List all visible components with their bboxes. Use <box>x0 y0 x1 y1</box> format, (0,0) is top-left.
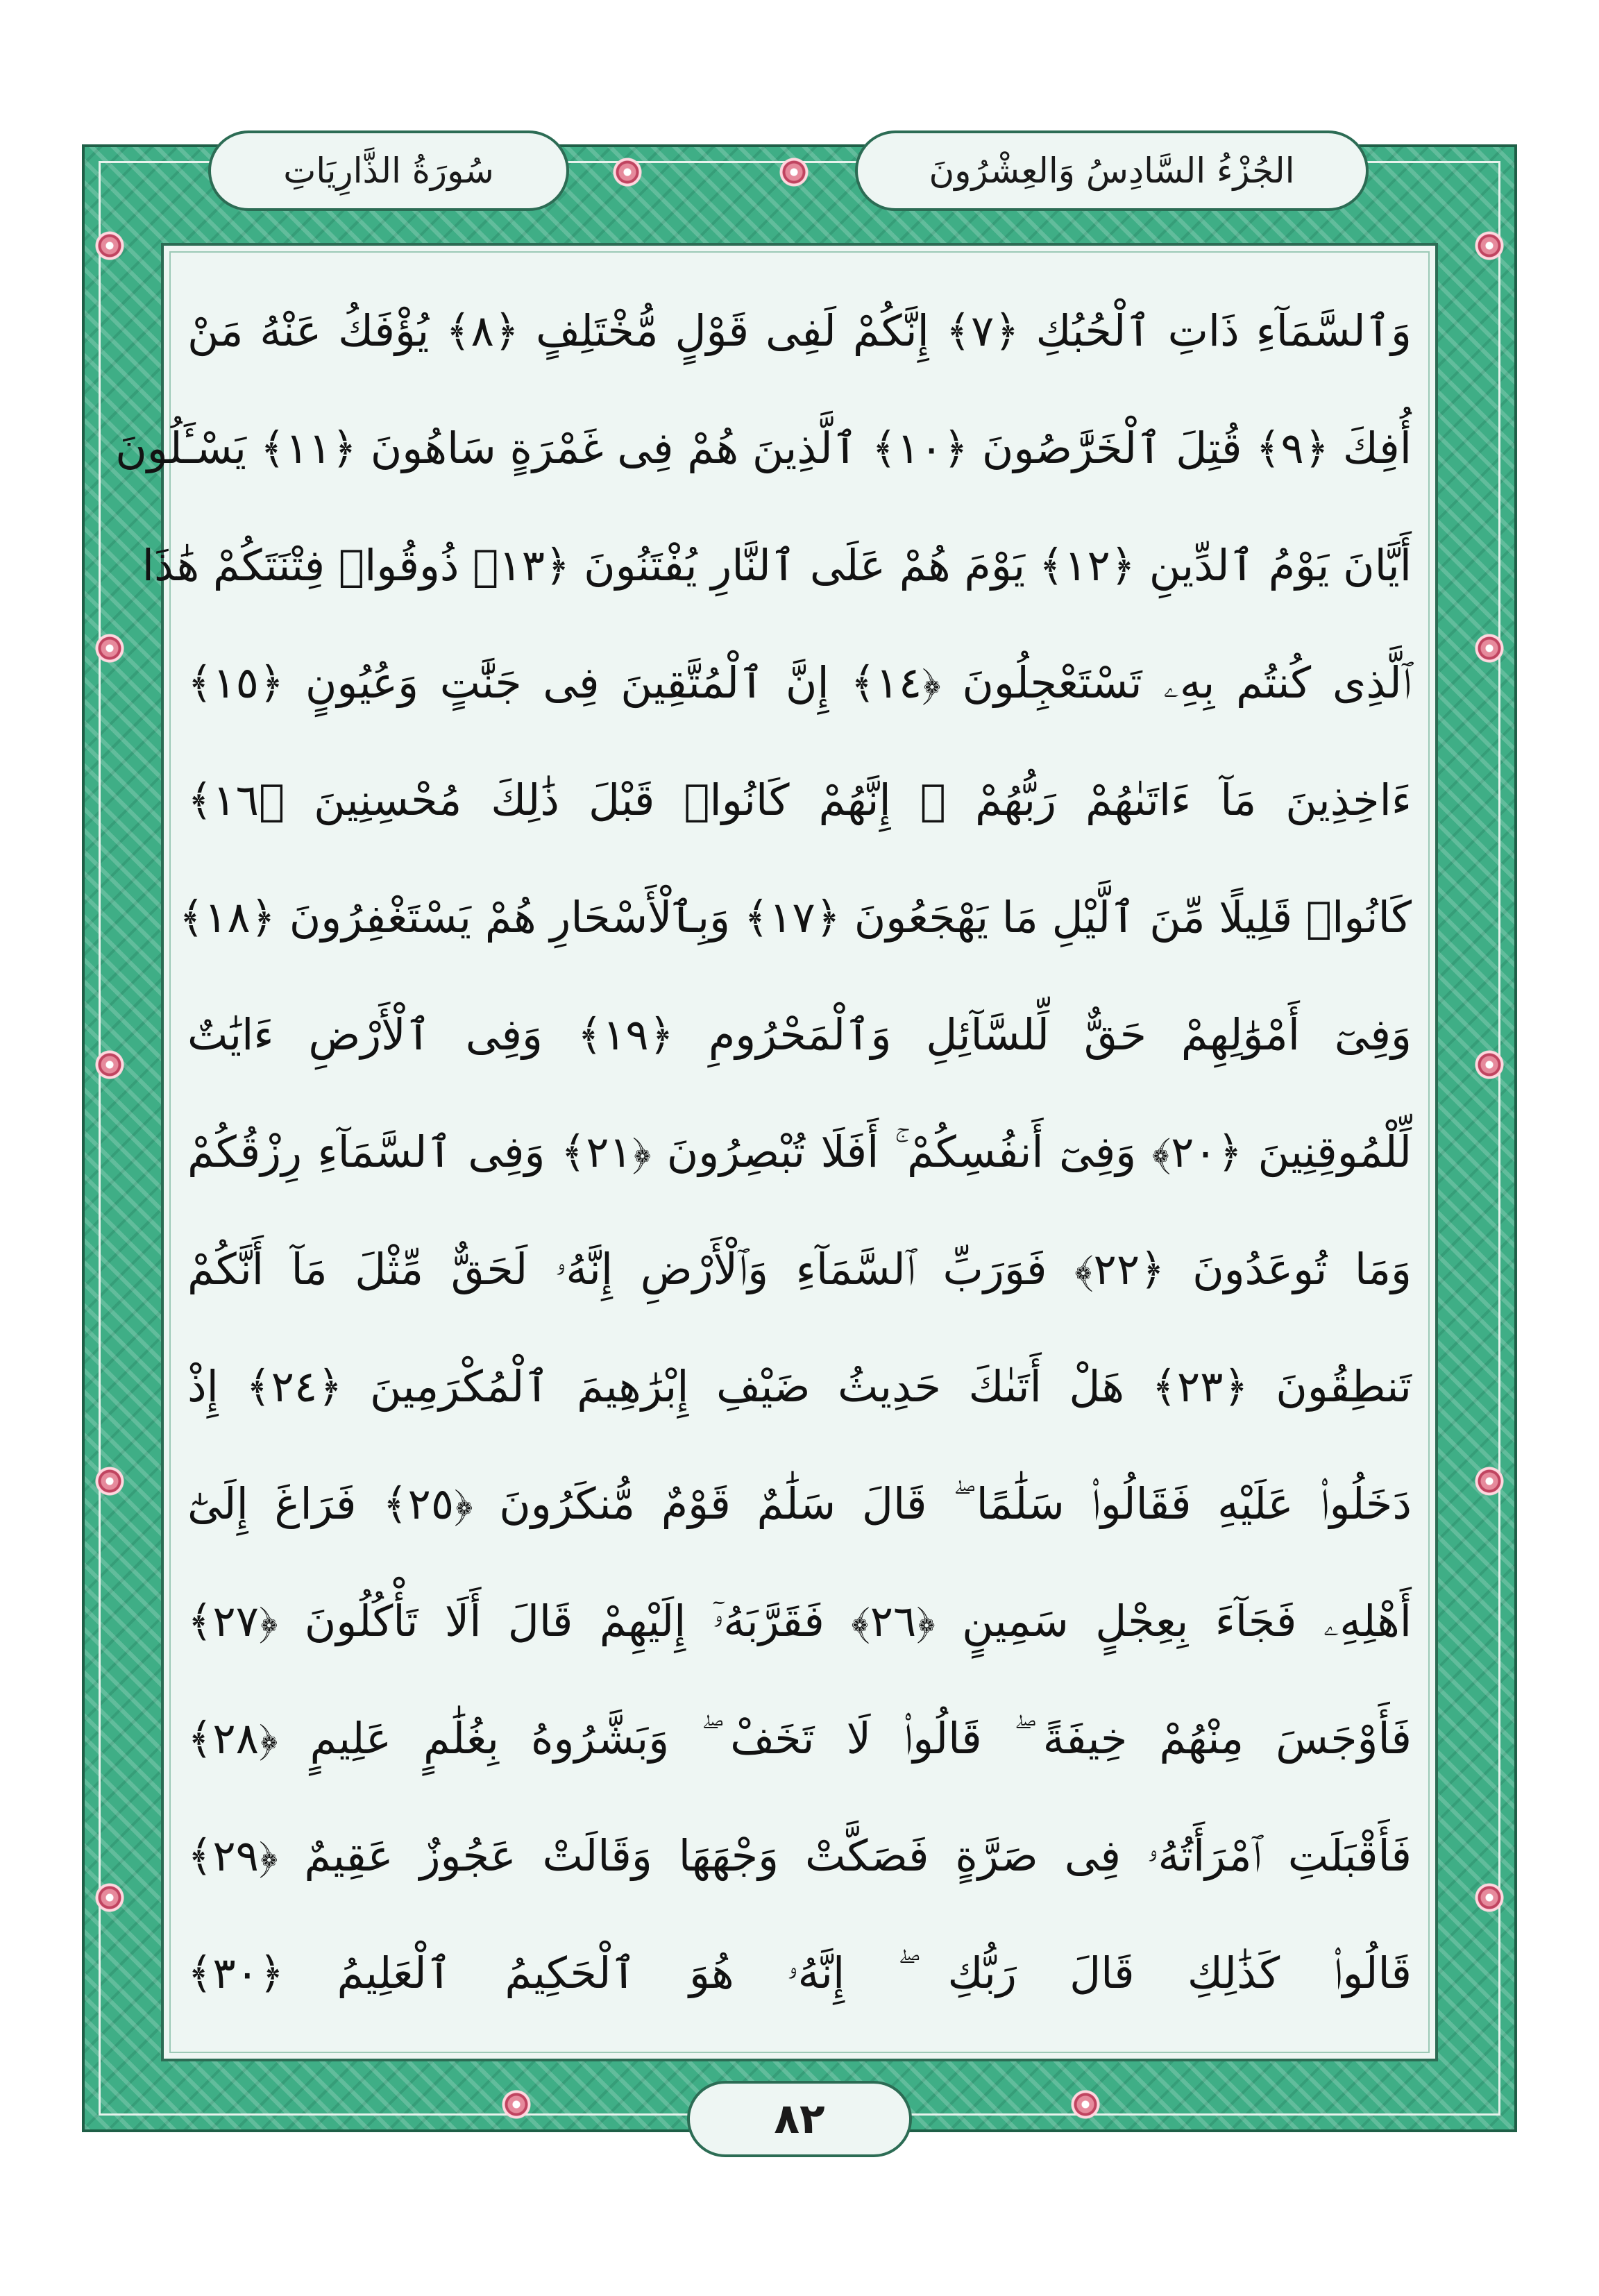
rosette-ornament <box>779 157 809 187</box>
rosette-ornament <box>94 230 125 261</box>
verse-text: أُفِكَ ﴿٩﴾ قُتِلَ ٱلْخَرَّٰصُونَ ﴿١٠﴾ ٱلَّذِينَ هُمْ فِى غَمْرَةٍ سَاهُونَ ﴿١١﴾ يَسْـَٔلُونَ <box>115 423 1412 473</box>
surah-name-header <box>208 130 569 211</box>
verse-text: دَخَلُوا۟ عَلَيْهِ فَقَالُوا۟ سَلَٰمًا ۖ قَالَ سَلَٰمٌ قَوْمٌ مُّنكَرُونَ ﴿٢٥﴾ فَرَاغَ إِلَىٰٓ <box>187 1478 1412 1529</box>
verse-line <box>187 976 1412 1093</box>
rosette-ornament <box>1474 230 1505 261</box>
verse-line <box>187 1680 1412 1797</box>
verse-line <box>142 507 1412 624</box>
verse-lines <box>115 272 1412 2035</box>
verse-line <box>187 1445 1412 1562</box>
juz-name-header <box>855 130 1369 211</box>
verse-line <box>178 859 1412 976</box>
verse-text: وَٱلسَّمَآءِ ذَاتِ ٱلْحُبُكِ ﴿٧﴾ إِنَّكُمْ لَفِى قَوْلٍ مُّخْتَلِفٍ ﴿٨﴾ يُؤْفَكُ عَنْهُ مَنْ <box>187 305 1412 356</box>
verse-line <box>187 1562 1412 1680</box>
verse-text: ءَاخِذِينَ مَآ ءَاتَىٰهُمْ رَبُّهُمْ ۚ إِنَّهُمْ كَانُوا۟ قَبْلَ ذَٰلِكَ مُحْسِنِينَ ﴿١٦﴾ <box>187 775 1412 825</box>
verse-text: كَانُوا۟ قَلِيلًا مِّنَ ٱلَّيْلِ مَا يَهْجَعُونَ ﴿١٧﴾ وَبِٱلْأَسْحَارِ هُمْ يَسْتَغْفِرُونَ ﴿١٨﴾ <box>178 892 1412 943</box>
verse-line <box>187 272 1412 389</box>
verse-text: ٱلَّذِى كُنتُم بِهِۦ تَسْتَعْجِلُونَ ﴿١٤﴾ إِنَّ ٱلْمُتَّقِينَ فِى جَنَّٰتٍ وَعُيُونٍ ﴿١٥﴾ <box>187 657 1412 708</box>
surah-name: سُورَةُ الذَّارِيَاتِ <box>283 151 494 191</box>
rosette-ornament <box>94 1466 125 1496</box>
verse-text: فَأَقْبَلَتِ ٱمْرَأَتُهُۥ فِى صَرَّةٍ فَصَكَّتْ وَجْهَهَا وَقَالَتْ عَجُوزٌ عَقِيمٌ ﴿٢٩﴾ <box>187 1830 1412 1881</box>
verse-line <box>187 1210 1412 1328</box>
verse-text: وَمَا تُوعَدُونَ ﴿٢٢﴾ فَوَرَبِّ ٱلسَّمَآءِ وَٱلْأَرْضِ إِنَّهُۥ لَحَقٌّ مِّثْلَ مَآ أَنَّكُمْ <box>187 1243 1412 1294</box>
rosette-ornament <box>1474 1882 1505 1913</box>
verse-text: وَفِىٓ أَمْوَٰلِهِمْ حَقٌّ لِّلسَّآئِلِ وَٱلْمَحْرُومِ ﴿١٩﴾ وَفِى ٱلْأَرْضِ ءَايَٰتٌ <box>187 1009 1412 1060</box>
rosette-ornament <box>501 2089 532 2120</box>
verse-line <box>187 741 1412 859</box>
rosette-ornament <box>1474 633 1505 664</box>
verse-line <box>187 1328 1412 1445</box>
rosette-ornament <box>94 1049 125 1080</box>
verse-text: قَالُوا۟ كَذَٰلِكِ قَالَ رَبُّكِ ۖ إِنَّهُۥ هُوَ ٱلْحَكِيمُ ٱلْعَلِيمُ ﴿٣٠﴾ <box>187 1947 1412 1998</box>
verse-line <box>187 624 1412 741</box>
rosette-ornament <box>1474 1466 1505 1496</box>
verse-line <box>187 1093 1412 1210</box>
rosette-ornament <box>612 157 643 187</box>
rosette-ornament <box>94 633 125 664</box>
juz-name: الجُزْءُ السَّادِسُ وَالعِشْرُونَ <box>929 151 1295 191</box>
verse-text: أَيَّانَ يَوْمُ ٱلدِّينِ ﴿١٢﴾ يَوْمَ هُمْ عَلَى ٱلنَّارِ يُفْتَنُونَ ﴿١٣﴾ ذُوقُوا۟ فِتْنَتَكُمْ هَٰذَا <box>142 540 1412 591</box>
verse-text: تَنطِقُونَ ﴿٢٣﴾ هَلْ أَتَىٰكَ حَدِيثُ ضَيْفِ إِبْرَٰهِيمَ ٱلْمُكْرَمِينَ ﴿٢٤﴾ إِذْ <box>187 1361 1412 1412</box>
rosette-ornament <box>1474 1049 1505 1080</box>
page-number <box>687 2081 912 2157</box>
verse-text: فَأَوْجَسَ مِنْهُمْ خِيفَةً ۖ قَالُوا۟ لَا تَخَفْ ۖ وَبَشَّرُوهُ بِغُلَٰمٍ عَلِيمٍ ﴿٢٨﴾ <box>187 1712 1412 1764</box>
rosette-ornament <box>1070 2089 1101 2120</box>
rosette-ornament <box>94 1882 125 1913</box>
verse-text: لِّلْمُوقِنِينَ ﴿٢٠﴾ وَفِىٓ أَنفُسِكُمْ ۚ أَفَلَا تُبْصِرُونَ ﴿٢١﴾ وَفِى ٱلسَّمَآءِ رِزْقُكُمْ <box>187 1126 1412 1177</box>
verse-line <box>187 1914 1412 2032</box>
verse-line <box>187 1797 1412 1914</box>
verse-text: أَهْلِهِۦ فَجَآءَ بِعِجْلٍ سَمِينٍ ﴿٢٦﴾ فَقَرَّبَهُۥٓ إِلَيْهِمْ قَالَ أَلَا تَأْكُلُونَ ﴿٢٧﴾ <box>187 1595 1412 1646</box>
verse-line <box>115 389 1412 507</box>
page-number-text: ٨٢ <box>774 2095 825 2143</box>
